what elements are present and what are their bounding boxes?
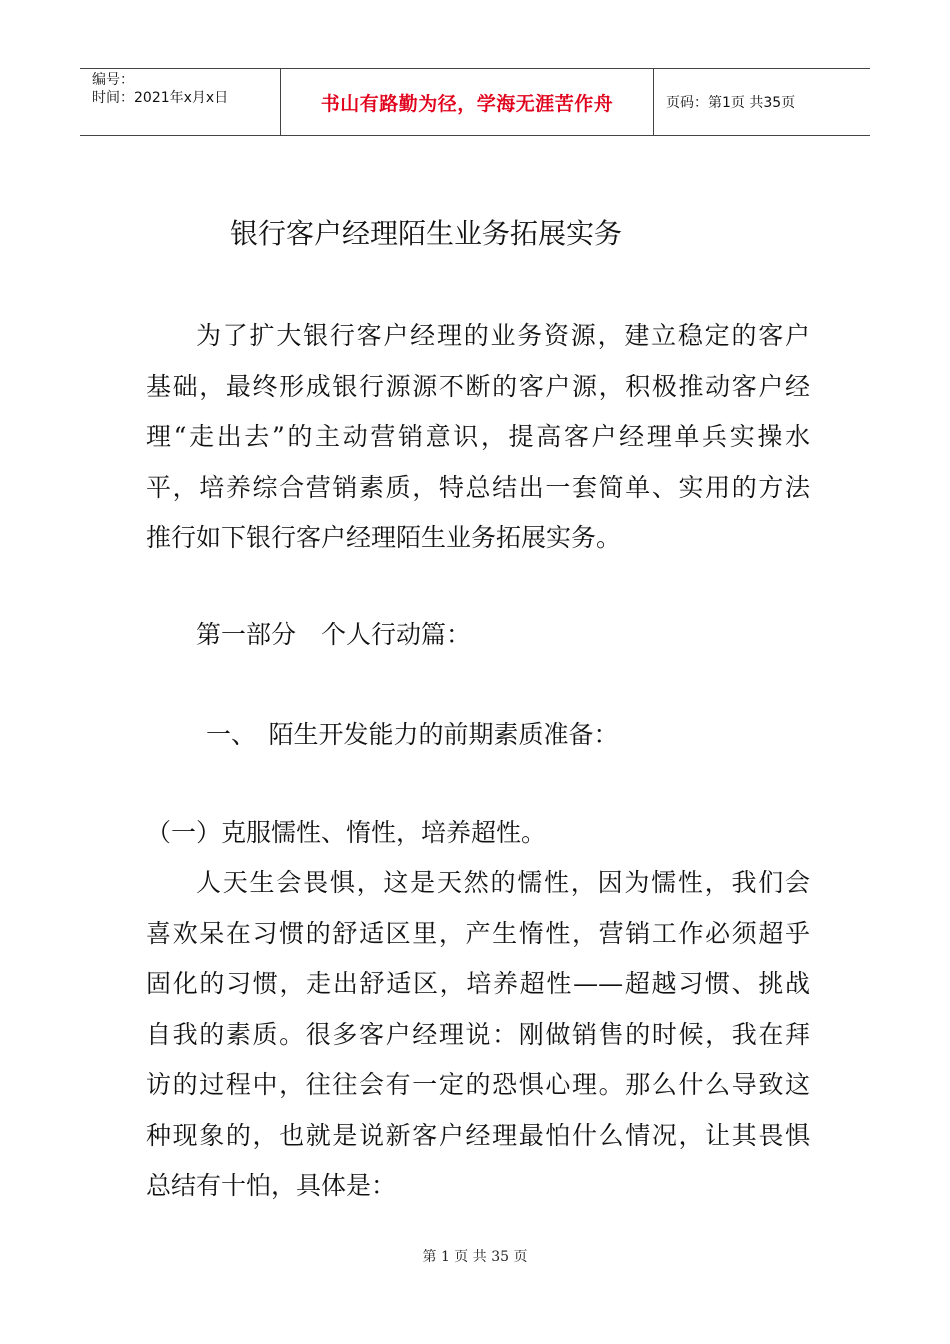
body-line: 人天生会畏惧，这是天然的懦性，因为懦性，我们会	[196, 868, 810, 897]
body-line: 总结有十怕，具体是：	[146, 1171, 397, 1200]
page-info: 页码：第1页 共35页	[666, 95, 796, 111]
page-footer: 第 1 页 共 35 页	[422, 1249, 528, 1265]
body-paragraph	[146, 858, 810, 1212]
intro-line: 平，培养综合营销素质，特总结出一套简单、实用的方法	[146, 472, 810, 502]
intro-line: 为了扩大银行客户经理的业务资源，建立稳定的客户	[196, 321, 810, 350]
body-line: 访的过程中，往往会有一定的恐惧心理。那么什么导致这	[146, 1070, 810, 1099]
body-line: 喜欢呆在习惯的舒适区里，产生惰性，营销工作必须超乎	[146, 918, 810, 948]
body-line: 固化的习惯，走出舒适区，培养超性——超越习惯、挑战	[146, 969, 810, 998]
number-label: 编号：	[92, 72, 134, 88]
section-heading: 一、 陌生开发能力的前期素质准备：	[206, 720, 619, 749]
intro-line: 理“走出去”的主动营销意识，提高客户经理单兵实操水	[146, 422, 810, 451]
header-meta-cell	[80, 69, 281, 135]
header-motto-cell	[281, 69, 654, 135]
date-label: 时间：2021年x月x日	[92, 90, 229, 106]
intro-line: 推行如下银行客户经理陌生业务拓展实务。	[146, 523, 622, 552]
intro-paragraph	[146, 311, 810, 564]
header-page-cell	[654, 69, 870, 135]
body-line: 种现象的，也就是说新客户经理最怕什么情况，让其畏惧	[146, 1120, 810, 1150]
document-title: 银行客户经理陌生业务拓展实务	[230, 217, 623, 250]
document-header	[80, 68, 870, 136]
body-line: 自我的素质。很多客户经理说：刚做销售的时候，我在拜	[146, 1019, 810, 1049]
motto-text: 书山有路勤为径，学海无涯苦作舟	[320, 92, 614, 115]
intro-line: 基础，最终形成银行源源不断的客户源，积极推动客户经	[146, 371, 810, 401]
part-heading: 第一部分 个人行动篇：	[196, 620, 472, 649]
subsection-heading: （一）克服懦性、惰性，培养超性。	[146, 818, 547, 847]
